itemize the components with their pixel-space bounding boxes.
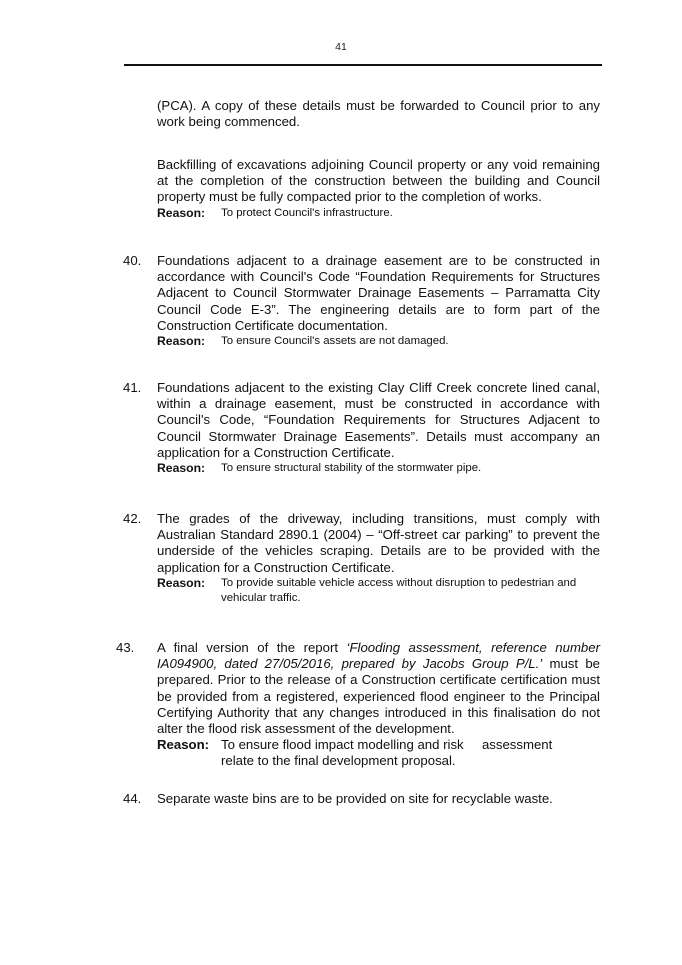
reason-row (157, 576, 600, 607)
condition-43 (157, 640, 600, 769)
text-prefix: A final version of the report (157, 640, 347, 655)
reason-text: To ensure structural stability of the stormwater pipe. (221, 462, 482, 475)
condition-42 (157, 511, 600, 607)
report-title: ‘Flooding assessment, reference number IA094900, dated 27/05/2016, prepared by Jacobs Group P/L.’ (157, 640, 600, 672)
reason-label: Reason: (157, 205, 206, 220)
reason-label: Reason: (157, 334, 206, 349)
condition-number: 43. (116, 640, 135, 655)
condition-text: The grades of the driveway, including transitions, must comply with Australian Standard 2890.1 (2004) – “Off-street car parking” to prevent the underside of the vehicles scraping. Details are to be provided with the application for a Construction Certificate. (157, 511, 600, 575)
page-number: 41 (335, 41, 347, 53)
reason-row (157, 737, 600, 769)
reason-label: Reason: (157, 737, 210, 753)
condition-number: 41. (123, 380, 142, 395)
reason-row (157, 334, 600, 350)
reason-text: To provide suitable vehicle access without disruption to pedestrian and vehicular traffic. (221, 576, 577, 605)
text-suffix: must be prepared. Prior to the release of a Construction certificate certification must be provided from a registered, experienced flood engineer to the Principal Certifying Authority that any changes introduced in this finalisation do not alter the flood risk assessment of the development. (157, 656, 601, 737)
reason-text: To protect Council's infrastructure. (221, 206, 393, 219)
condition-number: 40. (123, 253, 142, 268)
condition-text: Foundations adjacent to a drainage easement are to be constructed in accordance with Council's Code “Foundation Requirements for Structures Adjacent to Council Stormwater Drainage Easements – Parramatta City Council Code E-3”. The engineering details are to form part of the Construction Certificate documentation. (157, 253, 600, 333)
continuation-paragraph (157, 98, 600, 130)
condition-text: Separate waste bins are to be provided on site for recyclable waste. (157, 791, 553, 806)
backfill-paragraph (157, 157, 600, 221)
header-rule (124, 64, 602, 66)
condition-text (157, 640, 600, 737)
reason-row (157, 206, 600, 222)
reason-label: Reason: (157, 575, 206, 590)
paragraph-text: (PCA). A copy of these details must be forwarded to Council prior to any work being commenced. (157, 98, 600, 130)
reason-text: To ensure Council's assets are not damaged. (221, 335, 449, 348)
reason-text: To ensure flood impact modelling and risk assessment relate to the final development proposal. (221, 737, 556, 769)
condition-number: 42. (123, 511, 142, 526)
paragraph-text: Backfilling of excavations adjoining Council property or any void remaining at the completion of the construction between the building and Council property must be fully compacted prior to the completion of works. (157, 157, 600, 205)
reason-row (157, 461, 600, 477)
condition-text: Foundations adjacent to the existing Clay Cliff Creek concrete lined canal, within a drainage easement, must be constructed in accordance with Council's Code, “Foundation Requirements for Structures Adjacent to Council Stormwater Drainage Easements”. Details must accompany an application for a Construction Certificate. (157, 380, 600, 460)
condition-number: 44. (123, 791, 142, 806)
reason-label: Reason: (157, 461, 206, 476)
condition-44 (157, 791, 600, 807)
condition-40 (157, 253, 600, 350)
condition-41 (157, 380, 600, 477)
